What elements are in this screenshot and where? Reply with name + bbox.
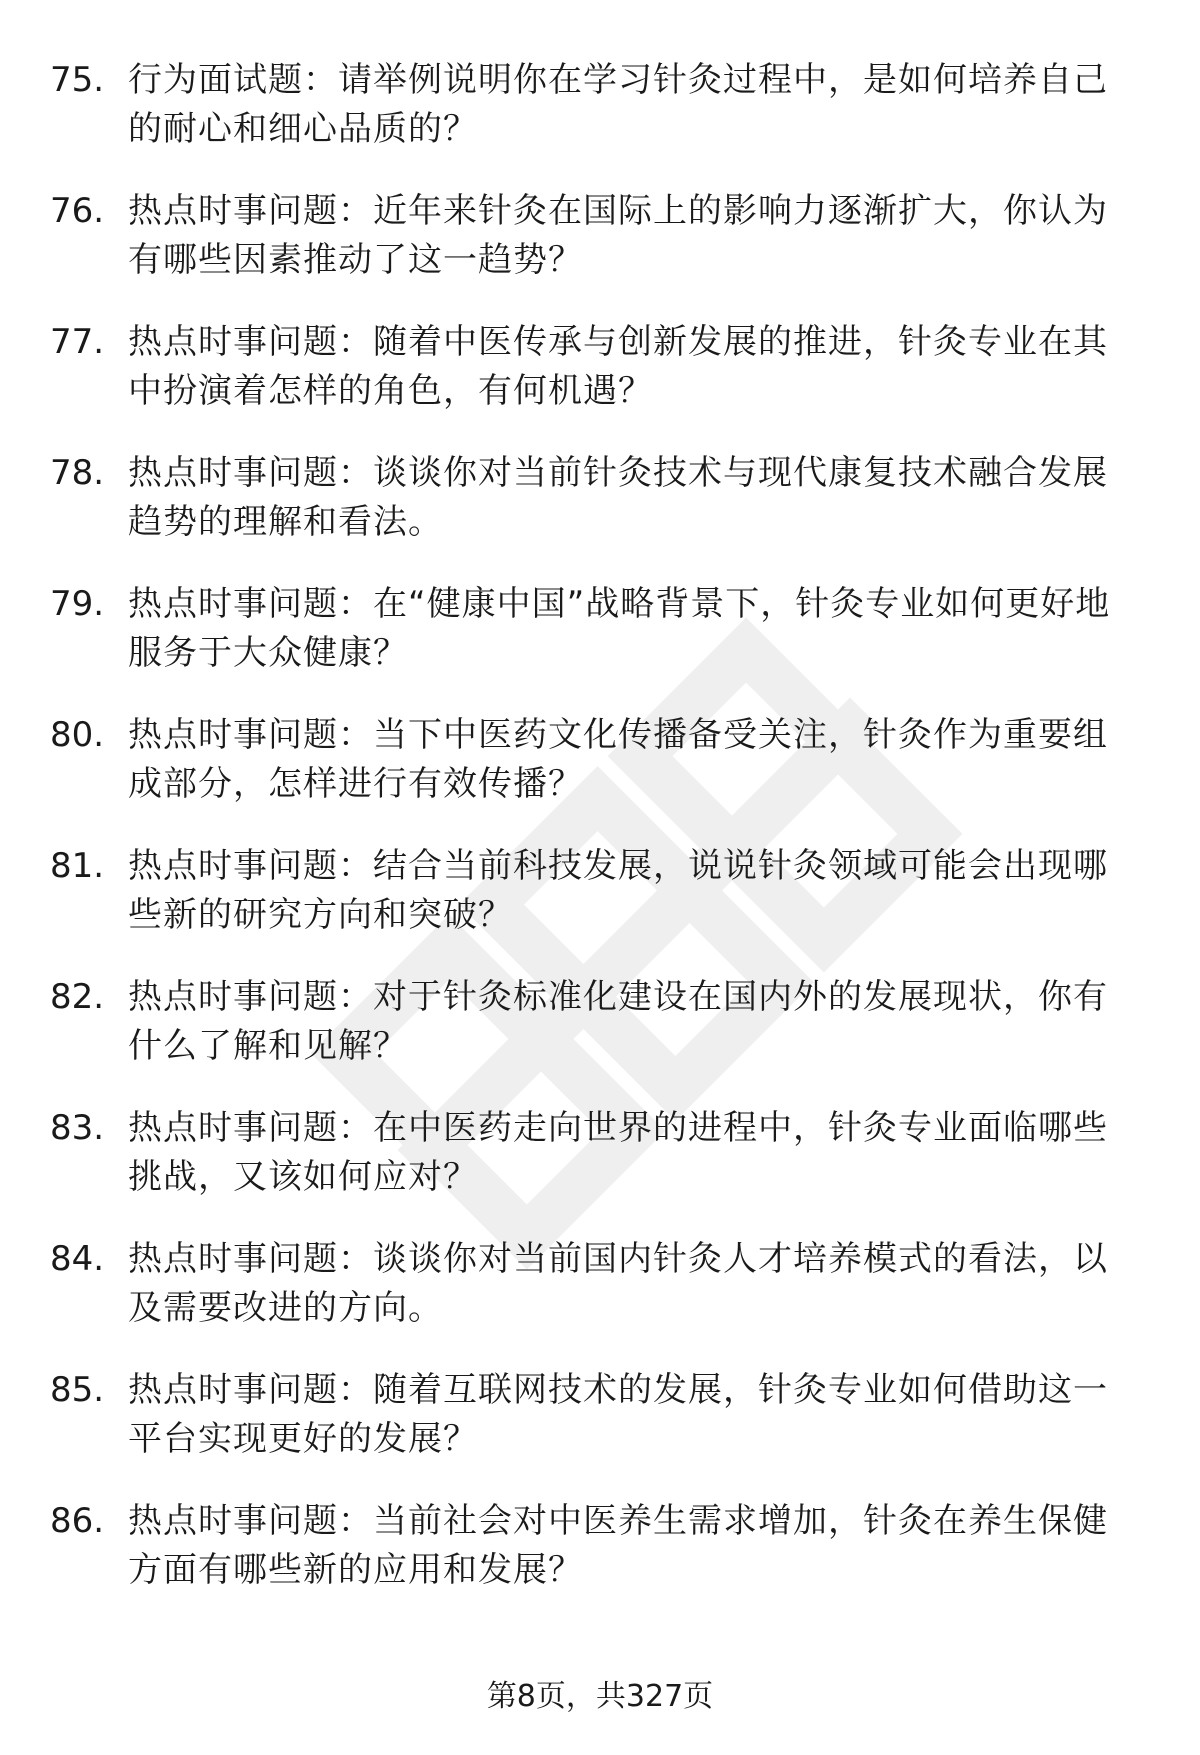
question-number: 79. (50, 584, 105, 624)
list-item (50, 1366, 1140, 1497)
question-number: 80. (50, 715, 105, 755)
question-number: 76. (50, 191, 105, 231)
question-list (50, 56, 1140, 1628)
list-item (50, 1497, 1140, 1628)
list-item (50, 842, 1140, 973)
question-number: 86. (50, 1501, 105, 1541)
question-number: 85. (50, 1370, 105, 1410)
question-text: 热点时事问题：谈谈你对当前国内针灸人才培养模式的看法，以及需要改进的方向。 (128, 1239, 1108, 1328)
question-text: 热点时事问题：当下中医药文化传播备受关注，针灸作为重要组成部分，怎样进行有效传播？ (128, 715, 1108, 804)
question-text: 热点时事问题：在“健康中国”战略背景下，针灸专业如何更好地服务于大众健康？ (128, 584, 1111, 673)
list-item (50, 187, 1140, 318)
page-number-footer: 第8页，共327页 (486, 1679, 714, 1714)
list-item (50, 1104, 1140, 1235)
question-text: 热点时事问题：对于针灸标准化建设在国内外的发展现状，你有什么了解和见解？ (128, 977, 1108, 1066)
question-text: 行为面试题：请举例说明你在学习针灸过程中，是如何培养自己的耐心和细心品质的？ (128, 60, 1108, 149)
list-item (50, 449, 1140, 580)
list-item (50, 318, 1140, 449)
question-number: 78. (50, 453, 105, 493)
list-item (50, 56, 1140, 187)
question-text: 热点时事问题：结合当前科技发展，说说针灸领域可能会出现哪些新的研究方向和突破？ (128, 846, 1108, 935)
question-text: 热点时事问题：当前社会对中医养生需求增加，针灸在养生保健方面有哪些新的应用和发展？ (128, 1501, 1108, 1590)
question-number: 81. (50, 846, 105, 886)
question-number: 83. (50, 1108, 105, 1148)
question-number: 82. (50, 977, 105, 1017)
question-text: 热点时事问题：随着互联网技术的发展，针灸专业如何借助这一平台实现更好的发展？ (128, 1370, 1108, 1459)
question-text: 热点时事问题：近年来针灸在国际上的影响力逐渐扩大，你认为有哪些因素推动了这一趋势？ (128, 191, 1108, 280)
question-number: 77. (50, 322, 105, 362)
question-text: 热点时事问题：随着中医传承与创新发展的推进，针灸专业在其中扮演着怎样的角色，有何机遇？ (128, 322, 1108, 411)
list-item (50, 711, 1140, 842)
question-text: 热点时事问题：谈谈你对当前针灸技术与现代康复技术融合发展趋势的理解和看法。 (128, 453, 1108, 542)
list-item (50, 1235, 1140, 1366)
list-item (50, 973, 1140, 1104)
question-number: 84. (50, 1239, 105, 1279)
question-number: 75. (50, 60, 105, 100)
question-text: 热点时事问题：在中医药走向世界的进程中，针灸专业面临哪些挑战，又该如何应对？ (128, 1108, 1108, 1197)
list-item (50, 580, 1140, 711)
